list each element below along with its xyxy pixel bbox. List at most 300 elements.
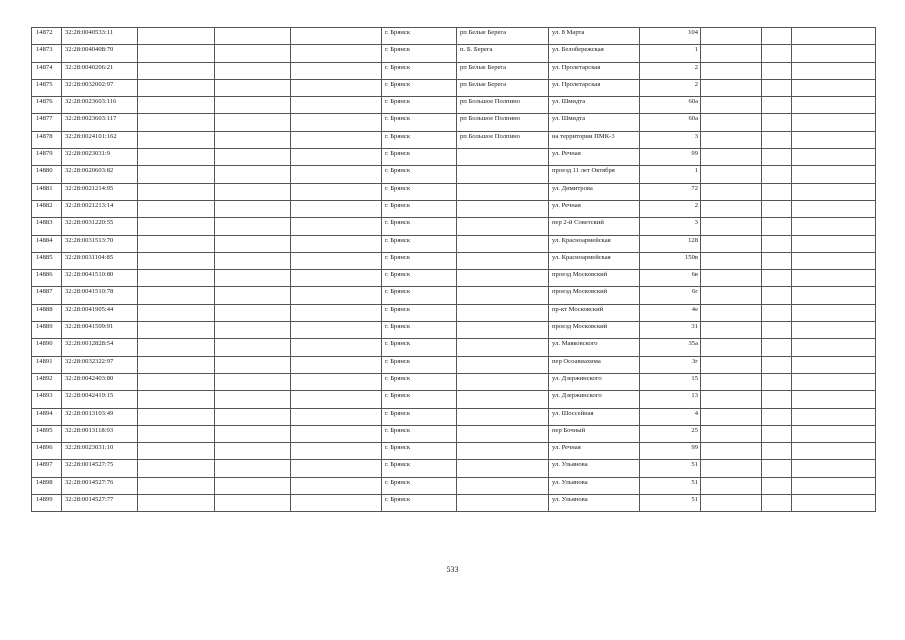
empty-cell [762, 235, 792, 252]
district-cell [457, 235, 549, 252]
street-cell: ул. Шмидта [549, 97, 640, 114]
house-number-cell: 4е [640, 304, 701, 321]
street-cell: ул. Речная [549, 149, 640, 166]
district-cell [457, 477, 549, 494]
empty-cell [792, 373, 876, 390]
cadastral-number-cell: 32:28:0031220:55 [62, 218, 138, 235]
empty-cell [701, 183, 762, 200]
empty-cell [215, 235, 291, 252]
empty-cell [792, 287, 876, 304]
row-number-cell: 14876 [32, 97, 62, 114]
empty-cell [701, 252, 762, 269]
empty-cell [792, 28, 876, 45]
cadastral-number-cell: 32:28:0021213:14 [62, 200, 138, 217]
empty-cell [701, 477, 762, 494]
city-cell: г. Брянск [382, 166, 457, 183]
empty-cell [215, 252, 291, 269]
district-cell: рп Белые Берега [457, 62, 549, 79]
empty-cell [291, 287, 382, 304]
table-row [32, 235, 876, 252]
empty-cell [138, 131, 215, 148]
city-cell: г. Брянск [382, 114, 457, 131]
street-cell: ул. Маяковского [549, 339, 640, 356]
house-number-cell: 60а [640, 114, 701, 131]
empty-cell [792, 183, 876, 200]
cadastral-number-cell: 32:28:0023603:117 [62, 114, 138, 131]
street-cell: ул. Речная [549, 443, 640, 460]
empty-cell [291, 460, 382, 477]
empty-cell [291, 425, 382, 442]
empty-cell [762, 443, 792, 460]
city-cell: г. Брянск [382, 322, 457, 339]
row-number-cell: 14887 [32, 287, 62, 304]
table-row [32, 304, 876, 321]
empty-cell [792, 460, 876, 477]
empty-cell [792, 270, 876, 287]
empty-cell [291, 200, 382, 217]
empty-cell [792, 62, 876, 79]
empty-cell [138, 97, 215, 114]
house-number-cell: 15 [640, 373, 701, 390]
table-row [32, 218, 876, 235]
cadastral-number-cell: 32:28:0014527:76 [62, 477, 138, 494]
empty-cell [701, 495, 762, 512]
row-number-cell: 14894 [32, 408, 62, 425]
city-cell: г. Брянск [382, 183, 457, 200]
district-cell [457, 322, 549, 339]
table-row [32, 356, 876, 373]
empty-cell [792, 97, 876, 114]
empty-cell [138, 373, 215, 390]
empty-cell [701, 200, 762, 217]
row-number-cell: 14888 [32, 304, 62, 321]
street-cell: ул. Белобережская [549, 45, 640, 62]
city-cell: г. Брянск [382, 131, 457, 148]
empty-cell [701, 114, 762, 131]
empty-cell [138, 252, 215, 269]
empty-cell [138, 356, 215, 373]
empty-cell [762, 373, 792, 390]
table-row [32, 287, 876, 304]
empty-cell [762, 131, 792, 148]
table-body [32, 28, 876, 512]
district-cell [457, 200, 549, 217]
cadastral-number-cell: 32:28:0041509:91 [62, 322, 138, 339]
cadastral-number-cell: 32:28:0024101:162 [62, 131, 138, 148]
table-row [32, 495, 876, 512]
empty-cell [291, 131, 382, 148]
row-number-cell: 14899 [32, 495, 62, 512]
empty-cell [215, 200, 291, 217]
row-number-cell: 14896 [32, 443, 62, 460]
district-cell: рп Белые Берега [457, 28, 549, 45]
empty-cell [138, 322, 215, 339]
empty-cell [762, 322, 792, 339]
table-row [32, 270, 876, 287]
table-row [32, 322, 876, 339]
empty-cell [215, 408, 291, 425]
street-cell: ул. Ульянова [549, 495, 640, 512]
cadastral-number-cell: 32:28:0032322:97 [62, 356, 138, 373]
district-cell [457, 218, 549, 235]
city-cell: г. Брянск [382, 287, 457, 304]
empty-cell [215, 356, 291, 373]
street-cell: на территории ПМК-3 [549, 131, 640, 148]
empty-cell [792, 166, 876, 183]
city-cell: г. Брянск [382, 235, 457, 252]
row-number-cell: 14898 [32, 477, 62, 494]
district-cell [457, 149, 549, 166]
district-cell [457, 495, 549, 512]
city-cell: г. Брянск [382, 495, 457, 512]
empty-cell [138, 79, 215, 96]
row-number-cell: 14879 [32, 149, 62, 166]
district-cell [457, 443, 549, 460]
district-cell: рп Большое Полпино [457, 114, 549, 131]
cadastral-number-cell: 32:28:0031104:85 [62, 252, 138, 269]
empty-cell [701, 166, 762, 183]
district-cell [457, 270, 549, 287]
empty-cell [291, 373, 382, 390]
row-number-cell: 14877 [32, 114, 62, 131]
empty-cell [762, 28, 792, 45]
table-row [32, 183, 876, 200]
street-cell: ул. Пролетарская [549, 62, 640, 79]
table-row [32, 339, 876, 356]
empty-cell [762, 166, 792, 183]
empty-cell [215, 391, 291, 408]
district-cell [457, 391, 549, 408]
empty-cell [138, 287, 215, 304]
empty-cell [215, 304, 291, 321]
empty-cell [701, 149, 762, 166]
empty-cell [291, 322, 382, 339]
empty-cell [792, 79, 876, 96]
district-cell [457, 166, 549, 183]
street-cell: проезд 11 лет Октября [549, 166, 640, 183]
cadastral-number-cell: 32:28:0041510:80 [62, 270, 138, 287]
empty-cell [215, 183, 291, 200]
city-cell: г. Брянск [382, 218, 457, 235]
empty-cell [792, 131, 876, 148]
empty-cell [215, 28, 291, 45]
table-row [32, 97, 876, 114]
row-number-cell: 14892 [32, 373, 62, 390]
empty-cell [215, 495, 291, 512]
street-cell: ул. Речная [549, 200, 640, 217]
cadastral-number-cell: 32:28:0012828:54 [62, 339, 138, 356]
empty-cell [291, 252, 382, 269]
empty-cell [215, 97, 291, 114]
district-cell: рп Большое Полпино [457, 131, 549, 148]
row-number-cell: 14897 [32, 460, 62, 477]
empty-cell [762, 97, 792, 114]
district-cell [457, 183, 549, 200]
empty-cell [215, 218, 291, 235]
city-cell: г. Брянск [382, 28, 457, 45]
empty-cell [291, 166, 382, 183]
empty-cell [762, 79, 792, 96]
empty-cell [291, 495, 382, 512]
city-cell: г. Брянск [382, 270, 457, 287]
empty-cell [792, 322, 876, 339]
empty-cell [762, 45, 792, 62]
empty-cell [291, 28, 382, 45]
city-cell: г. Брянск [382, 408, 457, 425]
table-row [32, 45, 876, 62]
house-number-cell: 99 [640, 149, 701, 166]
empty-cell [762, 356, 792, 373]
empty-cell [291, 62, 382, 79]
empty-cell [138, 495, 215, 512]
empty-cell [291, 97, 382, 114]
empty-cell [701, 460, 762, 477]
page-number: 533 [446, 565, 459, 574]
row-number-cell: 14878 [32, 131, 62, 148]
empty-cell [762, 495, 792, 512]
empty-cell [215, 339, 291, 356]
row-number-cell: 14885 [32, 252, 62, 269]
house-number-cell: 4 [640, 408, 701, 425]
district-cell [457, 356, 549, 373]
empty-cell [701, 322, 762, 339]
empty-cell [701, 62, 762, 79]
empty-cell [215, 373, 291, 390]
empty-cell [138, 28, 215, 45]
table-row [32, 28, 876, 45]
district-cell [457, 425, 549, 442]
house-number-cell: 3 [640, 131, 701, 148]
empty-cell [215, 287, 291, 304]
empty-cell [762, 149, 792, 166]
empty-cell [701, 443, 762, 460]
empty-cell [215, 425, 291, 442]
empty-cell [762, 183, 792, 200]
cadastral-number-cell: 32:28:0041510:78 [62, 287, 138, 304]
empty-cell [701, 287, 762, 304]
cadastral-number-cell: 32:28:0031513:70 [62, 235, 138, 252]
table-row [32, 443, 876, 460]
row-number-cell: 14891 [32, 356, 62, 373]
empty-cell [215, 322, 291, 339]
empty-cell [291, 149, 382, 166]
district-cell: п. Б. Берега [457, 45, 549, 62]
empty-cell [792, 477, 876, 494]
empty-cell [215, 62, 291, 79]
empty-cell [792, 443, 876, 460]
city-cell: г. Брянск [382, 356, 457, 373]
house-number-cell: 51 [640, 495, 701, 512]
empty-cell [762, 339, 792, 356]
row-number-cell: 14882 [32, 200, 62, 217]
empty-cell [792, 339, 876, 356]
city-cell: г. Брянск [382, 45, 457, 62]
city-cell: г. Брянск [382, 62, 457, 79]
empty-cell [215, 131, 291, 148]
cadastral-number-cell: 32:28:0040206:21 [62, 62, 138, 79]
empty-cell [138, 408, 215, 425]
street-cell: ул. Дзержинского [549, 391, 640, 408]
empty-cell [762, 425, 792, 442]
empty-cell [701, 425, 762, 442]
empty-cell [138, 62, 215, 79]
cadastral-number-cell: 32:28:0013103:49 [62, 408, 138, 425]
empty-cell [215, 149, 291, 166]
cadastral-number-cell: 32:28:0041905:44 [62, 304, 138, 321]
street-cell: пер Осоавиахима [549, 356, 640, 373]
row-number-cell: 14886 [32, 270, 62, 287]
house-number-cell: 1 [640, 166, 701, 183]
empty-cell [138, 460, 215, 477]
empty-cell [291, 114, 382, 131]
cadastral-number-cell: 32:28:0023031:9 [62, 149, 138, 166]
empty-cell [701, 131, 762, 148]
empty-cell [762, 304, 792, 321]
empty-cell [291, 443, 382, 460]
cadastral-number-cell: 32:28:0032002:97 [62, 79, 138, 96]
house-number-cell: 13 [640, 391, 701, 408]
empty-cell [762, 62, 792, 79]
cadastral-number-cell: 32:28:0040533:11 [62, 28, 138, 45]
house-number-cell: 6г [640, 287, 701, 304]
table-row [32, 373, 876, 390]
empty-cell [215, 166, 291, 183]
table-row [32, 200, 876, 217]
cadastral-number-cell: 32:28:0014527:75 [62, 460, 138, 477]
empty-cell [792, 45, 876, 62]
house-number-cell: 2 [640, 62, 701, 79]
district-cell [457, 287, 549, 304]
empty-cell [792, 149, 876, 166]
city-cell: г. Брянск [382, 425, 457, 442]
empty-cell [138, 218, 215, 235]
row-number-cell: 14895 [32, 425, 62, 442]
empty-cell [701, 45, 762, 62]
city-cell: г. Брянск [382, 97, 457, 114]
street-cell: ул. Дзержинского [549, 373, 640, 390]
empty-cell [138, 391, 215, 408]
empty-cell [138, 235, 215, 252]
street-cell: ул. Красноармейская [549, 235, 640, 252]
empty-cell [762, 477, 792, 494]
house-number-cell: 2 [640, 79, 701, 96]
empty-cell [138, 339, 215, 356]
house-number-cell: 51 [640, 477, 701, 494]
cadastral-number-cell: 32:28:0021214:95 [62, 183, 138, 200]
house-number-cell: 104 [640, 28, 701, 45]
empty-cell [291, 235, 382, 252]
district-cell [457, 304, 549, 321]
table-row [32, 79, 876, 96]
empty-cell [701, 304, 762, 321]
street-cell: ул. Красноармейская [549, 252, 640, 269]
empty-cell [138, 149, 215, 166]
table-row [32, 408, 876, 425]
city-cell: г. Брянск [382, 373, 457, 390]
cadastral-number-cell: 32:28:0042403:80 [62, 373, 138, 390]
empty-cell [215, 460, 291, 477]
empty-cell [138, 270, 215, 287]
empty-cell [701, 356, 762, 373]
address-register-table [31, 27, 876, 512]
street-cell: проезд Московский [549, 270, 640, 287]
street-cell: ул. Шмидта [549, 114, 640, 131]
row-number-cell: 14881 [32, 183, 62, 200]
empty-cell [792, 252, 876, 269]
table-row [32, 114, 876, 131]
empty-cell [701, 339, 762, 356]
table-row [32, 425, 876, 442]
street-cell: ул. 8 Марта [549, 28, 640, 45]
city-cell: г. Брянск [382, 460, 457, 477]
district-cell [457, 339, 549, 356]
street-cell: ул. Ульянова [549, 460, 640, 477]
empty-cell [701, 28, 762, 45]
empty-cell [701, 373, 762, 390]
street-cell: ул. Ульянова [549, 477, 640, 494]
empty-cell [792, 235, 876, 252]
city-cell: г. Брянск [382, 252, 457, 269]
city-cell: г. Брянск [382, 391, 457, 408]
empty-cell [291, 45, 382, 62]
row-number-cell: 14872 [32, 28, 62, 45]
table-row [32, 62, 876, 79]
empty-cell [792, 356, 876, 373]
street-cell: пер 2-й Советский [549, 218, 640, 235]
empty-cell [291, 477, 382, 494]
district-cell: рп Белые Берега [457, 79, 549, 96]
row-number-cell: 14874 [32, 62, 62, 79]
empty-cell [138, 114, 215, 131]
table-row [32, 131, 876, 148]
house-number-cell: 31 [640, 322, 701, 339]
empty-cell [701, 391, 762, 408]
empty-cell [792, 495, 876, 512]
district-cell [457, 252, 549, 269]
empty-cell [138, 166, 215, 183]
street-cell: проезд Московский [549, 287, 640, 304]
house-number-cell: 25 [640, 425, 701, 442]
row-number-cell: 14890 [32, 339, 62, 356]
empty-cell [762, 200, 792, 217]
street-cell: ул. Димитрова [549, 183, 640, 200]
cadastral-number-cell: 32:28:0013118:93 [62, 425, 138, 442]
table-row [32, 460, 876, 477]
empty-cell [762, 391, 792, 408]
row-number-cell: 14873 [32, 45, 62, 62]
empty-cell [762, 460, 792, 477]
empty-cell [291, 339, 382, 356]
empty-cell [138, 45, 215, 62]
house-number-cell: 3г [640, 356, 701, 373]
house-number-cell: 150в [640, 252, 701, 269]
empty-cell [762, 252, 792, 269]
city-cell: г. Брянск [382, 477, 457, 494]
empty-cell [138, 425, 215, 442]
house-number-cell: 3 [640, 218, 701, 235]
empty-cell [215, 477, 291, 494]
house-number-cell: 72 [640, 183, 701, 200]
house-number-cell: 51 [640, 460, 701, 477]
cadastral-number-cell: 32:28:0040408:70 [62, 45, 138, 62]
district-cell [457, 373, 549, 390]
city-cell: г. Брянск [382, 200, 457, 217]
empty-cell [291, 408, 382, 425]
empty-cell [291, 391, 382, 408]
city-cell: г. Брянск [382, 149, 457, 166]
empty-cell [138, 200, 215, 217]
empty-cell [215, 270, 291, 287]
